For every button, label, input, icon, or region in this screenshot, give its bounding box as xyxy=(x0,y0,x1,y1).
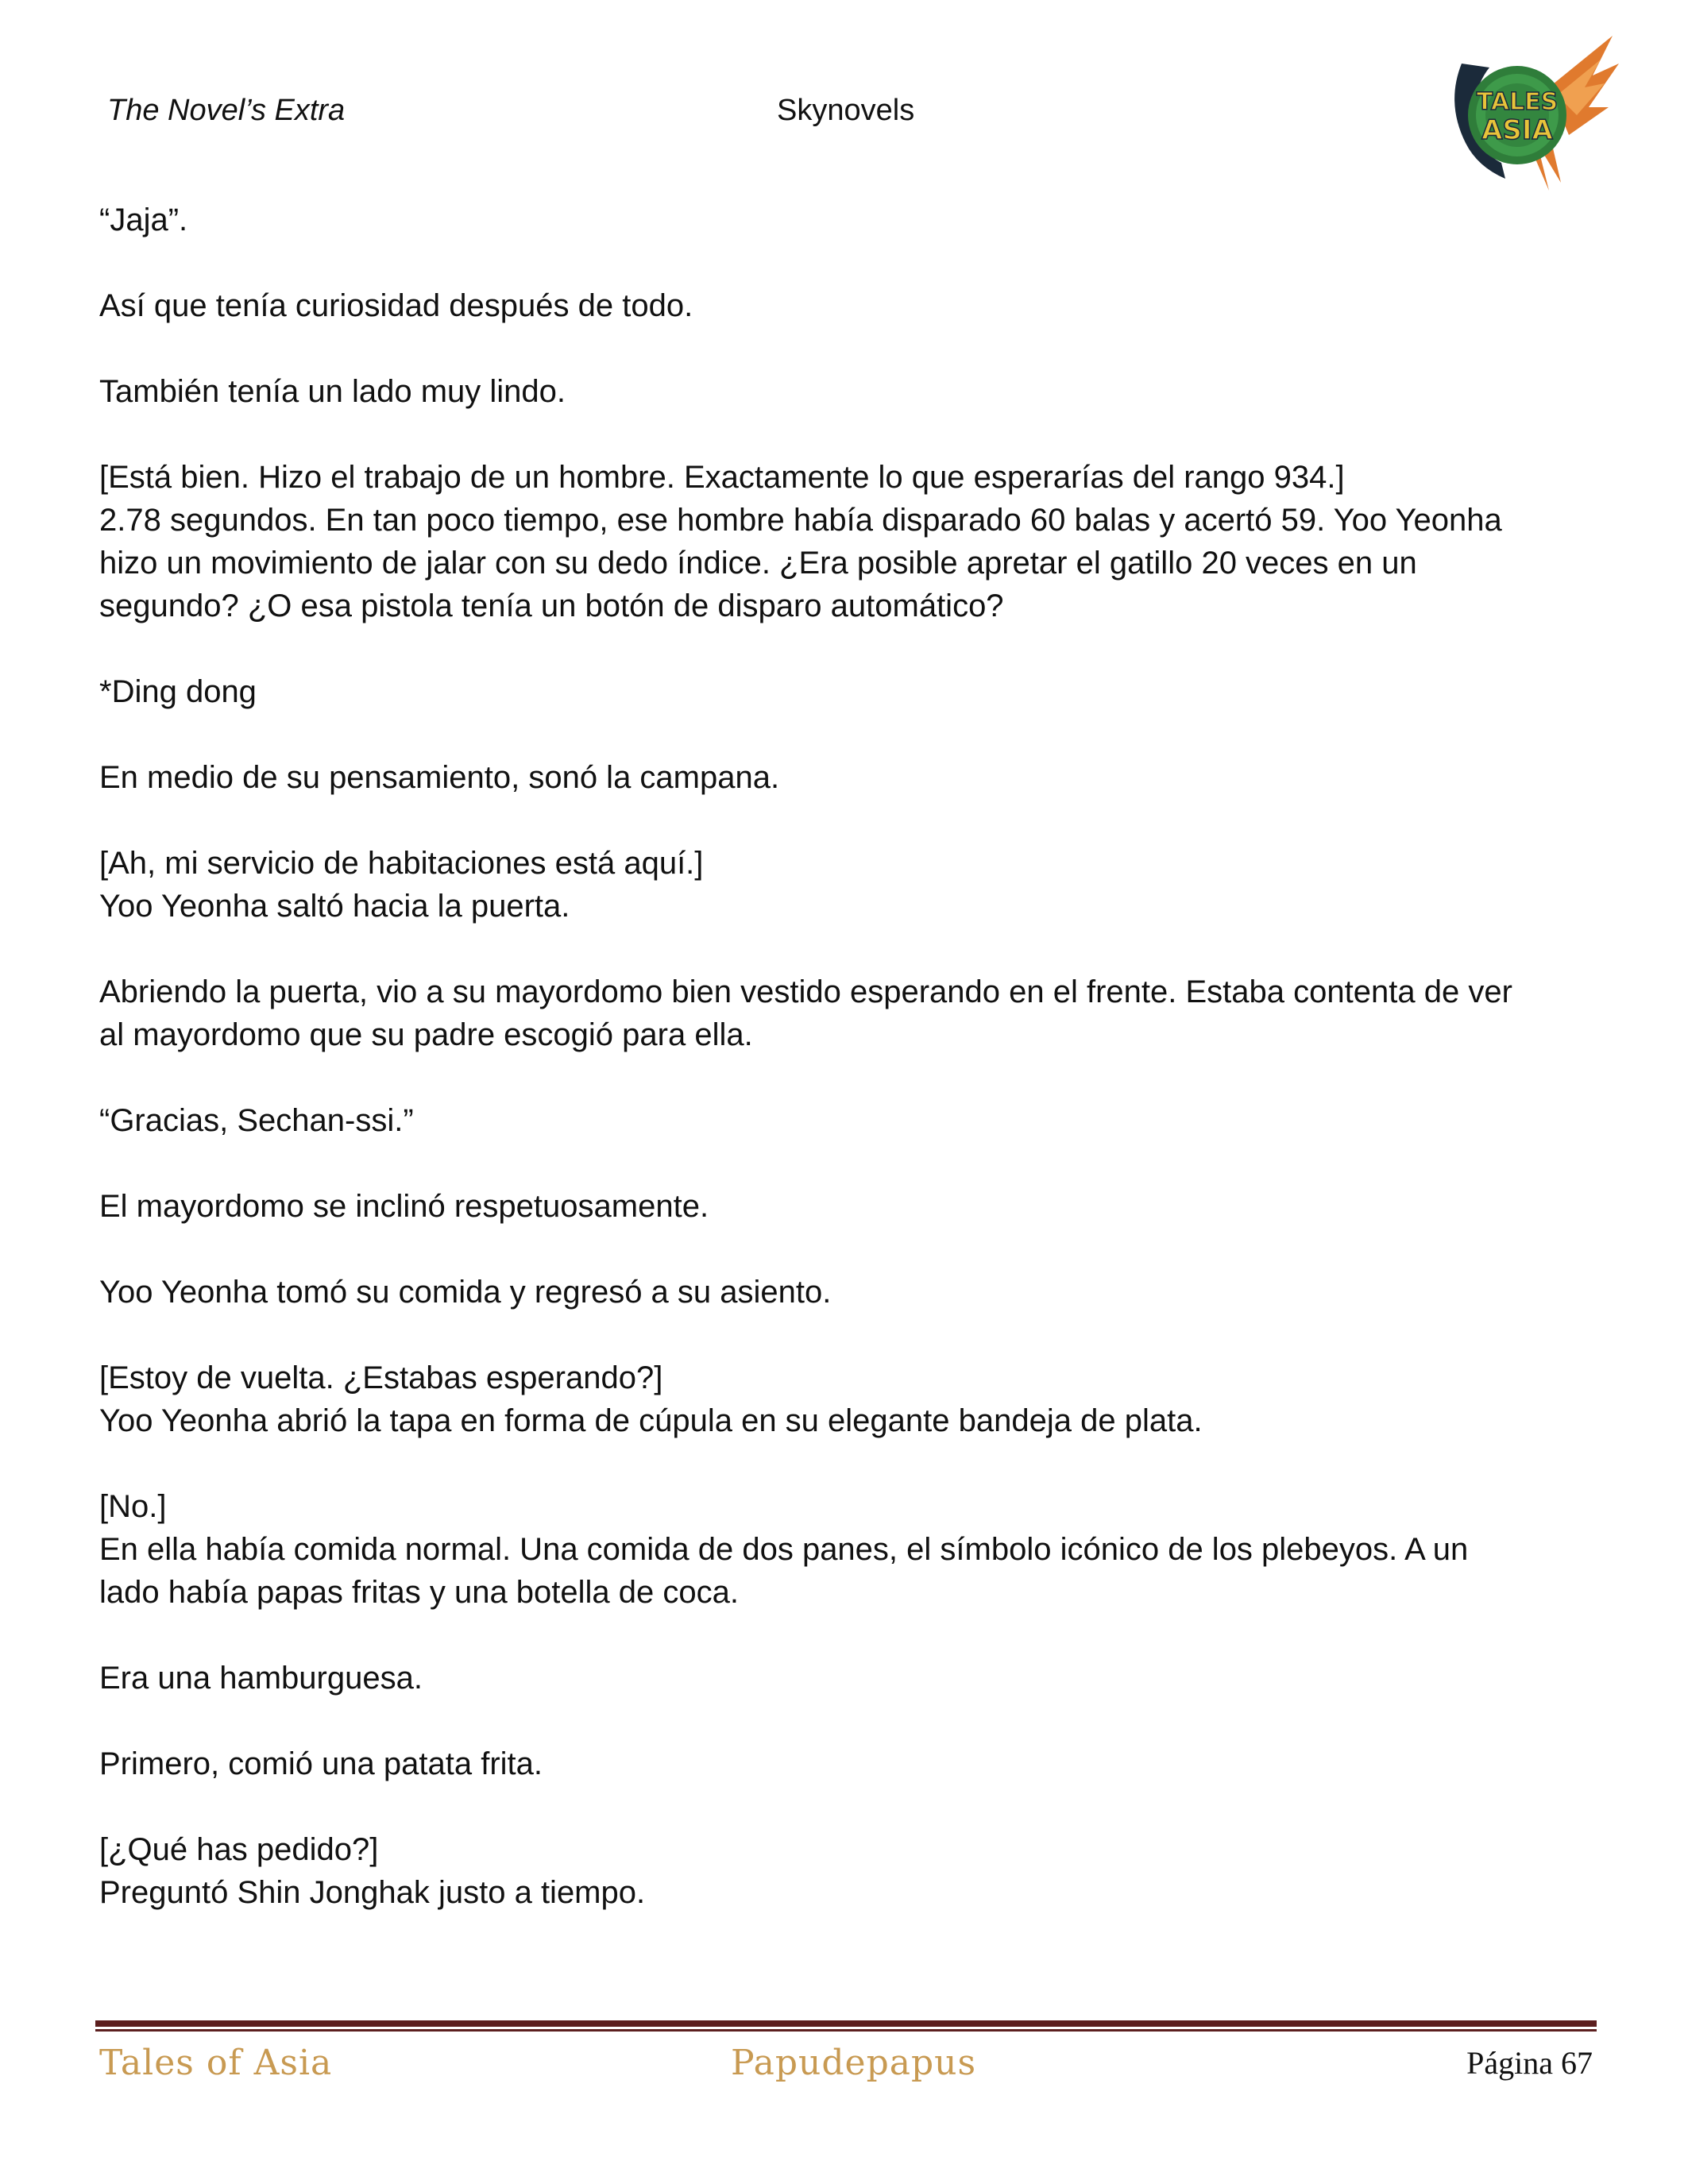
header-novel-title: The Novel’s Extra xyxy=(107,94,346,127)
page-header xyxy=(0,0,1688,206)
footer-divider xyxy=(95,2020,1597,2032)
paragraph: Era una hamburguesa. xyxy=(99,1661,423,1696)
paragraph: También tenía un lado muy lindo. xyxy=(99,374,566,409)
paragraph xyxy=(99,1485,1593,1614)
paragraph: *Ding dong xyxy=(99,674,257,709)
paragraph xyxy=(99,842,1593,928)
paragraph-line: Yoo Yeonha saltó hacia la puerta. xyxy=(99,889,570,924)
paragraph-line: [Ah, mi servicio de habitaciones está aquí.] xyxy=(99,846,704,881)
logo-text-top: TALES xyxy=(1476,88,1559,116)
paragraph: Primero, comió una patata frita. xyxy=(99,1746,543,1781)
footer-translator: Papudepapus xyxy=(731,2043,977,2083)
paragraph-line: [No.] xyxy=(99,1489,167,1524)
document-body xyxy=(99,199,1593,1957)
paragraph-line: lado había papas fritas y una botella de coca. xyxy=(99,1575,739,1610)
paragraph xyxy=(99,456,1593,627)
paragraph: El mayordomo se inclinó respetuosamente. xyxy=(99,1189,709,1224)
paragraph: En medio de su pensamiento, sonó la campana. xyxy=(99,760,780,795)
paragraph-line: segundo? ¿O esa pistola tenía un botón de disparo automático? xyxy=(99,588,1004,623)
paragraph-line: En ella había comida normal. Una comida de dos panes, el símbolo icónico de los plebeyos. A un xyxy=(99,1532,1469,1567)
paragraph-line: hizo un movimiento de jalar con su dedo índice. ¿Era posible apretar el gatillo 20 veces en un xyxy=(99,546,1417,581)
paragraph xyxy=(99,1356,1593,1442)
tales-of-asia-logo xyxy=(1430,32,1620,206)
paragraph-line: Abriendo la puerta, vio a su mayordomo bien vestido esperando en el frente. Estaba contenta de ver xyxy=(99,974,1512,1009)
page-number: Página 67 xyxy=(1466,2045,1593,2081)
paragraph-line: Preguntó Shin Jonghak justo a tiempo. xyxy=(99,1875,646,1910)
logo-text-bottom: ASIA xyxy=(1481,114,1553,146)
paragraph-line: Yoo Yeonha abrió la tapa en forma de cúpula en su elegante bandeja de plata. xyxy=(99,1403,1203,1438)
paragraph-line: al mayordomo que su padre escogió para ella. xyxy=(99,1017,753,1052)
paragraph xyxy=(99,970,1593,1056)
paragraph: Yoo Yeonha tomó su comida y regresó a su asiento. xyxy=(99,1275,832,1310)
paragraph-line: [¿Qué has pedido?] xyxy=(99,1832,379,1867)
paragraph-line: [Está bien. Hizo el trabajo de un hombre. Exactamente lo que esperarías del rango 934.] xyxy=(99,460,1345,495)
header-site-name: Skynovels xyxy=(777,94,915,127)
footer-publisher: Tales of Asia xyxy=(99,2043,333,2083)
paragraph xyxy=(99,1828,1593,1914)
paragraph: “Jaja”. xyxy=(99,203,188,237)
footer-divider-thin xyxy=(95,2029,1597,2032)
paragraph: Así que tenía curiosidad después de todo. xyxy=(99,288,693,323)
footer-divider-thick xyxy=(95,2020,1597,2027)
paragraph-line: 2.78 segundos. En tan poco tiempo, ese hombre había disparado 60 balas y acertó 59. Yoo Yeonha xyxy=(99,503,1502,538)
paragraph-line: [Estoy de vuelta. ¿Estabas esperando?] xyxy=(99,1360,663,1395)
paragraph: “Gracias, Sechan-ssi.” xyxy=(99,1103,414,1138)
